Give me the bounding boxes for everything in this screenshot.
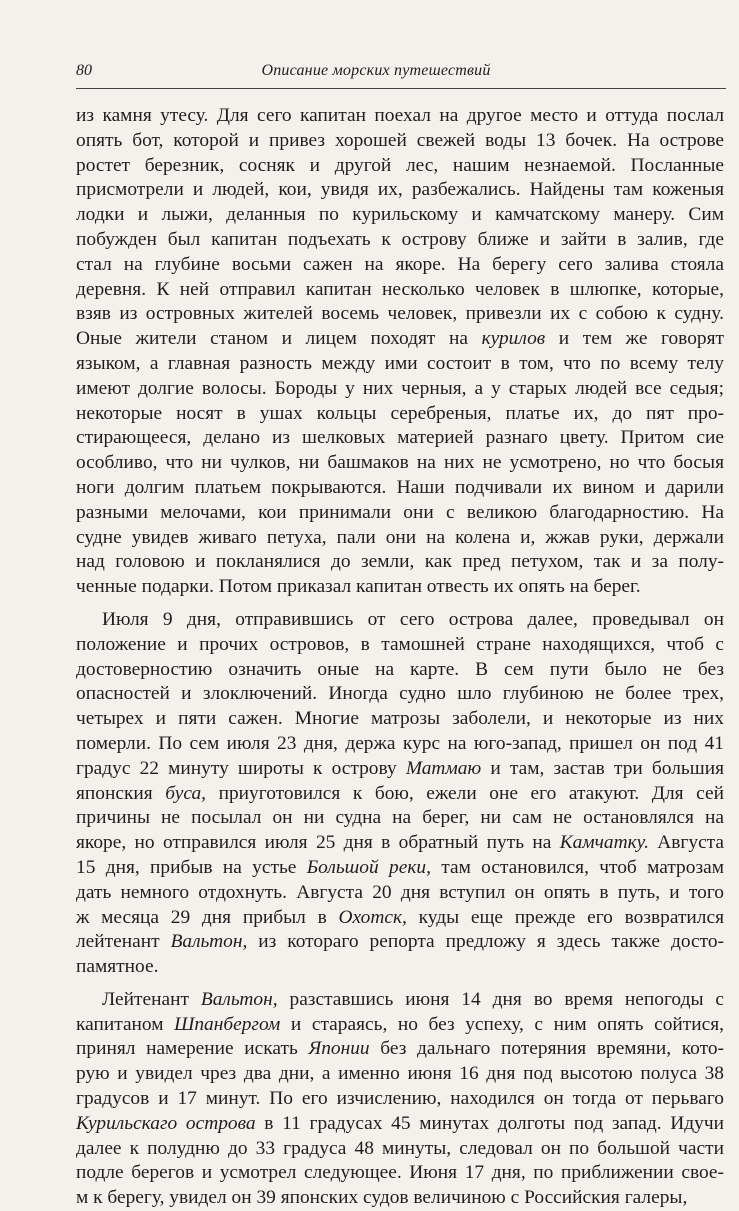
text-line bbox=[76, 707, 724, 732]
text-segment: ростет березник, сосняк и другой лес, нашим незнаемой. Посланные bbox=[76, 154, 724, 176]
text-line bbox=[76, 906, 724, 931]
text-line bbox=[76, 1161, 724, 1186]
text-line bbox=[76, 633, 724, 658]
text-segment: далее к полудню до 33 градуса 48 минуты, следовал он по большой части bbox=[76, 1137, 724, 1159]
header-rule bbox=[76, 88, 726, 89]
text-segment: градусов и 17 минут. По его изчислению, находился он тогда от перьваго bbox=[76, 1088, 724, 1110]
text-segment: положение и прочих островов, в тамошней стране находящихся, чтоб с bbox=[76, 633, 724, 655]
paragraph bbox=[76, 608, 724, 980]
text-line bbox=[76, 501, 724, 526]
text-segment: стал на глубине восьми сажен на якоре. На берегу сего залива стояла bbox=[76, 253, 724, 275]
text-segment: опять бот, которой и привез хорошей свежей воды 13 бочек. На острове bbox=[76, 129, 724, 151]
italic-segment: Японии bbox=[308, 1038, 370, 1060]
text-line bbox=[76, 451, 724, 476]
text-segment: градус 22 минуту широты к острову bbox=[76, 757, 406, 779]
running-title: Описание морских путешествий bbox=[261, 62, 491, 79]
text-line bbox=[76, 988, 724, 1013]
text-segment: присмотрели и людей, кои, увидя их, разбежались. Найдены там коженыя bbox=[76, 179, 724, 201]
text-segment: якоре, но отправился июля 25 дня в обратный путь на bbox=[76, 832, 560, 854]
text-line bbox=[76, 104, 724, 129]
italic-segment: Вальтон, bbox=[200, 988, 278, 1010]
text-segment: Лейтенант bbox=[102, 988, 201, 1010]
page-number: 80 bbox=[76, 62, 92, 79]
text-segment: лейтенант bbox=[76, 931, 171, 953]
text-line bbox=[76, 782, 724, 807]
text-line bbox=[76, 327, 724, 352]
text-segment: Оные жители станом и лицем походят на bbox=[76, 328, 482, 350]
text-segment: особливо, что ни чулков, ни башмаков на них не усмотрено, но что босыя bbox=[76, 452, 724, 474]
text-segment: судне увидев живаго петуха, пали они на колена и, жжав руки, держали bbox=[76, 526, 724, 548]
text-segment: ченные подарки. Потом приказал капитан отвесть их опять на берег. bbox=[76, 576, 641, 598]
text-segment: без дальнаго потеряния времяни, кото- bbox=[369, 1038, 724, 1060]
text-line bbox=[76, 881, 724, 906]
italic-segment: курилов bbox=[481, 328, 546, 350]
text-line bbox=[76, 682, 724, 707]
text-segment: взяв из островных жителей восемь человек, привезли их с собою к судну. bbox=[76, 303, 724, 325]
text-segment: стирающееся, делано из шелковых материей разнаго цвету. Притом сие bbox=[76, 427, 724, 449]
text-segment: языком, а главная разность между ими состоит в том, что по всему телу bbox=[76, 352, 724, 374]
text-segment: там остановился, чтоб матрозам bbox=[430, 856, 724, 878]
text-segment: Августа bbox=[648, 832, 724, 854]
text-segment: опасностей и злоключений. Иногда судно шло глубиною не более трех, bbox=[76, 683, 724, 705]
text-segment: побужден был капитан подъехать к острову ближе и зайти в залив, где bbox=[76, 228, 724, 250]
text-line bbox=[76, 178, 724, 203]
text-line bbox=[76, 253, 724, 278]
text-segment: капитаном bbox=[76, 1013, 175, 1035]
italic-segment: Курильскаго острова bbox=[76, 1112, 256, 1134]
text-segment: в 11 градусах 45 минутах долготы под запад. Идучи bbox=[255, 1112, 724, 1134]
text-segment: куды еще прежде его возвратился bbox=[406, 906, 724, 928]
text-segment: рую и увидел чрез два дни, а именно июня 16 дня под высотою полуса 38 bbox=[76, 1063, 724, 1085]
text-line bbox=[76, 831, 724, 856]
text-segment: и стараясь, но без успеху, с ним опять сойтися, bbox=[280, 1013, 724, 1035]
text-segment: ж месяца 29 дня прибыл в bbox=[76, 906, 339, 928]
paragraph bbox=[76, 104, 724, 600]
text-line bbox=[76, 426, 724, 451]
italic-segment: Вальтон, bbox=[170, 931, 248, 953]
text-segment: достоверностию означить оные на карте. В сем пути было не без bbox=[76, 658, 724, 680]
text-segment: некоторые носят в ушах кольцы серебреныя, платье их, до пят про- bbox=[76, 402, 724, 424]
text-segment: причины не посылал он ни судна на берег, ни сам не остановлялся на bbox=[76, 807, 724, 829]
text-segment: из камня утесу. Для сего капитан поехал на другое место и оттуда послал bbox=[76, 105, 724, 126]
text-line bbox=[76, 526, 724, 551]
text-line bbox=[76, 1137, 724, 1162]
text-segment: разными мелочами, кои принимали они с великою благодарностию. На bbox=[76, 501, 724, 523]
italic-segment: Камчатку. bbox=[559, 832, 649, 854]
text-segment: разставшись июня 14 дня во время непогоды с bbox=[277, 988, 724, 1010]
text-line bbox=[76, 757, 724, 782]
text-line bbox=[76, 575, 724, 600]
text-line bbox=[76, 278, 724, 303]
text-segment: Июля 9 дня, отправившись от сего острова далее, проведывал он bbox=[102, 608, 724, 630]
text-segment: 15 дня, прибыв на устье bbox=[76, 856, 307, 878]
text-line bbox=[76, 302, 724, 327]
text-segment: ноги долгим платьем покрываются. Наши подчивали их вином и дарили bbox=[76, 476, 724, 498]
text-line bbox=[76, 608, 724, 633]
text-line bbox=[76, 402, 724, 427]
text-line bbox=[76, 1112, 724, 1137]
text-line bbox=[76, 154, 724, 179]
text-line bbox=[76, 658, 724, 683]
text-line bbox=[76, 732, 724, 757]
text-segment: из котораго репорта предложу я здесь также досто- bbox=[247, 931, 724, 953]
text-line bbox=[76, 129, 724, 154]
text-line bbox=[76, 377, 724, 402]
text-line bbox=[76, 352, 724, 377]
text-segment: принял намерение искать bbox=[76, 1038, 309, 1060]
text-segment: имеют долгие волосы. Бороды у них черныя, а у старых людей все седыя; bbox=[76, 377, 724, 399]
italic-segment: Шпанбергом bbox=[174, 1013, 281, 1035]
text-segment: лодки и лыжи, деланныя по курильскому и камчатскому манеру. Сим bbox=[76, 204, 724, 226]
text-segment: приуготовился к бою, ежели оне его атакуют. Для сей bbox=[206, 782, 724, 804]
text-segment: и там, застав три большия bbox=[481, 757, 724, 779]
text-line bbox=[76, 1037, 724, 1062]
text-line bbox=[76, 1186, 724, 1211]
text-line bbox=[76, 856, 724, 881]
text-line bbox=[76, 228, 724, 253]
text-line bbox=[76, 476, 724, 501]
italic-segment: Матмаю bbox=[405, 757, 482, 779]
text-segment: подле берегов и усмотрел следующее. Июня 17 дня, по приближении свое- bbox=[76, 1162, 724, 1184]
text-segment: и тем же говорят bbox=[545, 328, 724, 350]
italic-segment: буса, bbox=[165, 782, 207, 804]
text-line bbox=[76, 203, 724, 228]
text-line bbox=[76, 1087, 724, 1112]
text-segment: деревня. К ней отправил капитан несколько человек в шлюпке, которые, bbox=[76, 278, 724, 300]
text-line bbox=[76, 955, 724, 980]
text-segment: м к берегу, увидел он 39 японских судов величиною с Российския галеры, bbox=[76, 1187, 688, 1209]
text-line bbox=[76, 1062, 724, 1087]
text-line bbox=[76, 550, 724, 575]
page-header bbox=[76, 58, 676, 84]
text-segment: памятное. bbox=[76, 956, 159, 978]
italic-segment: Большой реки, bbox=[306, 856, 431, 878]
text-segment: померли. По сем июля 23 дня, держа курс на юго-запад, пришел он под 41 bbox=[76, 732, 724, 754]
text-line bbox=[76, 1013, 724, 1038]
italic-segment: Охотск, bbox=[338, 906, 407, 928]
text-line bbox=[76, 930, 724, 955]
text-segment: четырех и пяти сажен. Многие матрозы заболели, и некоторые из них bbox=[76, 708, 724, 730]
text-segment: над головою и покланялися до земли, как пред петухом, так и за полу- bbox=[76, 551, 724, 573]
paragraph bbox=[76, 988, 724, 1211]
text-line bbox=[76, 806, 724, 831]
text-segment: дать немного отдохнуть. Августа 20 дня вступил он опять в путь, и того bbox=[76, 881, 724, 903]
body-text bbox=[76, 104, 724, 1211]
text-segment: японския bbox=[76, 782, 166, 804]
